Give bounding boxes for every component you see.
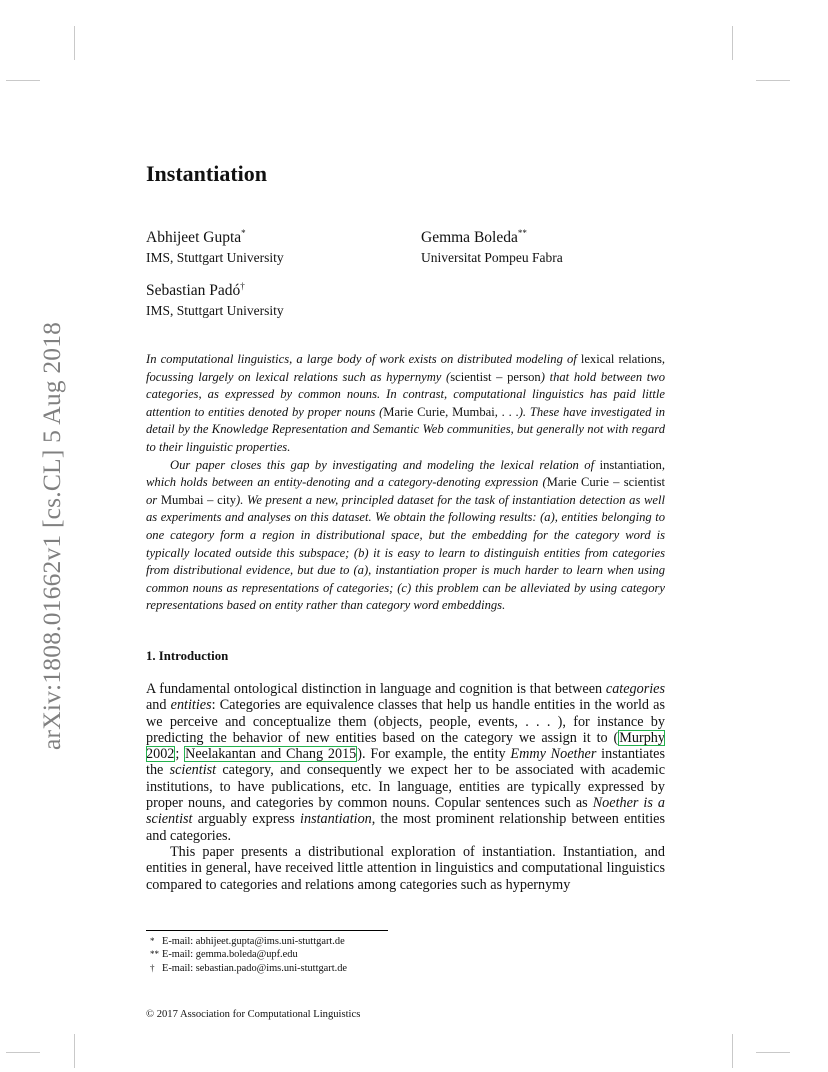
arxiv-identifier: arXiv:1808.01662v1 [cs.CL] 5 Aug 2018 (37, 321, 66, 750)
footnotes (150, 935, 347, 975)
body-paragraph: A fundamental ontological distinction in language and cognition is that between categories and entities: Categories are equivalence classes that help us handle entities in the world as we perceive and conceptualize them (objects, people, events, . . . ), for instance by predicting the behavior of new entities based on the category we assign it to (Murphy 2002; Neelakantan and Chang 2015). For example, the entity Emmy Noether instantiates the scientist category, and consequently we expect her to be associated with academic institutions, to have publications, etc. In language, entities are typically expressed by proper nouns, and categories by common nouns. Copular sentences such as Noether is a scientist arguably express instantiation, the most prominent relationship between entities and categories. (146, 681, 666, 844)
introduction-text (146, 681, 665, 893)
author-name: Gemma Boleda (421, 229, 518, 246)
abstract (146, 351, 665, 615)
author-affiliation: IMS, Stuttgart University (146, 250, 284, 265)
footnote: * E-mail: abhijeet.gupta@ims.uni-stuttgart.de (150, 936, 345, 947)
footnote: ** E-mail: gemma.boleda@upf.edu (150, 949, 298, 961)
abstract-paragraph: In computational linguistics, a large body of work exists on distributed modeling of lexical relations, focussing largely on lexical relations such as hypernymy (scientist – person) that hold between two categories, as expressed by common nouns. In contrast, computational linguistics has paid little attention to entities denoted by proper nouns (Marie Curie, Mumbai, . . .). These have investigated in detail by the Knowledge Representation and Semantic Web communities, but generally not with regard to their linguistic properties. (146, 352, 666, 454)
author-block (146, 281, 284, 320)
paper-title: Instantiation (146, 161, 268, 186)
author-mark: * (241, 227, 246, 238)
crop-mark (74, 1034, 75, 1068)
copyright-notice: © 2017 Association for Computational Linguistics (146, 1009, 361, 1020)
citation-link[interactable]: Murphy 2002 (146, 729, 665, 763)
crop-mark (732, 26, 733, 60)
crop-mark (732, 1034, 733, 1068)
crop-mark (6, 1052, 40, 1053)
footnote: † E-mail: sebastian.pado@ims.uni-stuttgart.de (150, 962, 348, 974)
body-paragraph: This paper presents a distributional exploration of instantiation. Instantiation, and entities in general, have received little attention in linguistics and computational linguistics compared to categories and relations among categories such as hypernymy (146, 843, 665, 893)
author-block (146, 228, 284, 267)
crop-mark (756, 80, 790, 81)
footnote-rule (146, 930, 388, 931)
author-name: Sebastian Padó (146, 282, 241, 299)
section-heading: 1. Introduction (146, 649, 229, 663)
author-block (421, 228, 563, 267)
author-mark: † (240, 280, 245, 291)
citation-link[interactable]: Neelakantan and Chang 2015 (185, 746, 357, 763)
author-name: Abhijeet Gupta (146, 229, 242, 246)
author-mark: ** (517, 227, 527, 238)
abstract-paragraph: Our paper closes this gap by investigating and modeling the lexical relation of instantiation, which holds between an entity-denoting and a category-denoting expression (Marie Curie – scientist or Mumbai – city). We present a new, principled dataset for the task of instantiation detection as well as experiments and analyses on this dataset. We obtain the following results: (a), entities belonging to one category form a region in distributional space, but the embedding for the category word is typically located outside this subspace; (b) it is easy to learn to distinguish entities from categories from distributional evidence, but due to (a), instantiation proper is much harder to learn when using common nouns as representations of categories; (c) this problem can be alleviated by using category representations based on entity rather than category word embeddings. (146, 457, 665, 613)
author-affiliation: Universitat Pompeu Fabra (421, 250, 563, 265)
author-affiliation: IMS, Stuttgart University (146, 303, 284, 318)
crop-mark (756, 1052, 790, 1053)
crop-mark (6, 80, 40, 81)
crop-mark (74, 26, 75, 60)
